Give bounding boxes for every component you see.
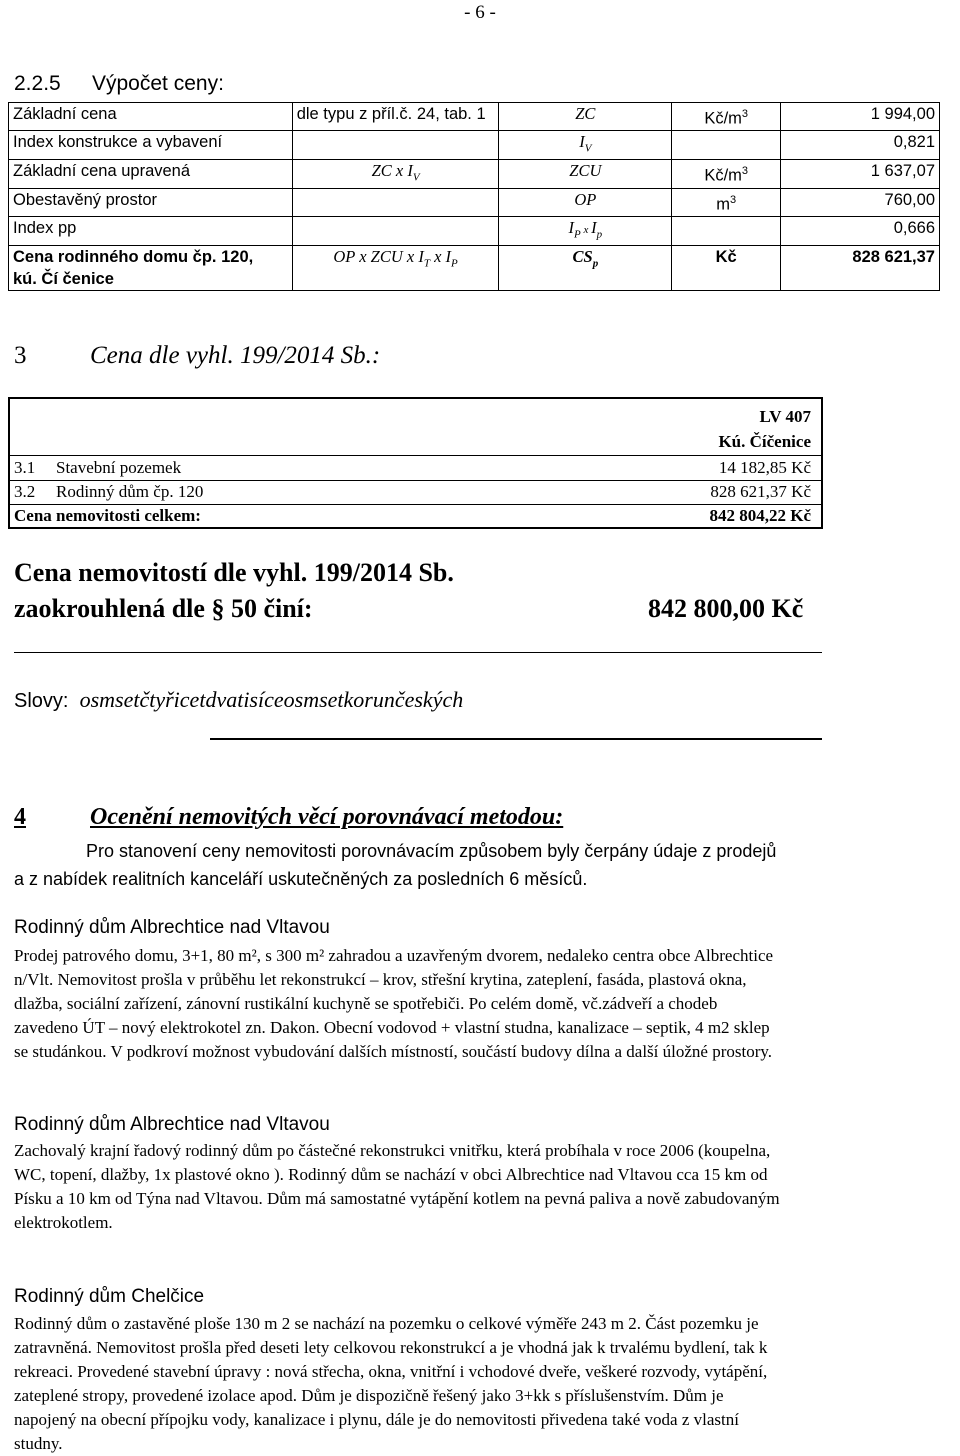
lv-header-row [10, 430, 821, 454]
listing-description [14, 944, 944, 1064]
lv-cadastral-area: Kú. Číčenice [718, 432, 811, 451]
listing-line: zavedeno ÚT – nový elektrokotel zn. Dakon. Obecní vodovod + vlastní studna, kanalizace – septik, 4 m2 sklep [14, 1018, 770, 1037]
section-225-number: 2.2.5 [14, 72, 61, 95]
row-number: 3.2 [14, 482, 36, 501]
listing-line: dlažba, sociální zařízení, zánovní rustikální kuchyně se spotřebiči. Po celém domě, vč.zádveří a chodeb [14, 994, 718, 1013]
listing-description [14, 1312, 944, 1456]
listing-line: Prodej patrového domu, 3+1, 80 m², s 300 m² zahradou a uzavřeným dvorem, nedaleko centra obce Albrechtice [14, 946, 774, 965]
row-symbol: OP [499, 189, 672, 217]
row-value: 760,00 [781, 189, 940, 217]
section-4-intro [14, 837, 954, 893]
row-value: 0,821 [781, 130, 940, 159]
listing-line: elektrokotlem. [14, 1213, 113, 1232]
listing-line: rekreaci. Provedené stavební úpravy : nová střecha, okna, vnitřní i vchodové dveře, veškeré rozvody, vytápění, [14, 1362, 768, 1381]
intro-line: a z nabídek realitních kanceláří uskutečněných za posledních 6 měsíců. [14, 869, 588, 889]
words-label: Slovy: [14, 690, 69, 712]
row-value: 1 994,00 [781, 103, 940, 131]
row-formula [292, 216, 499, 245]
divider [14, 652, 822, 653]
listing-line: n/Vlt. Nemovitost prošla v průběhu let rekonstrukcí – krov, střešní krytina, zateplení, fasáda, plastová okna, [14, 970, 747, 989]
listing-line: Rodinný dům o zastavěné ploše 130 m 2 se nachází na pozemku o celkové výměře 243 m 2. Část pozemku je [14, 1314, 759, 1333]
row-unit: $Kč/m^3$ [672, 103, 781, 131]
listing-line: se studánkou. V podkroví možnost vybudování dalších místností, součástí budovy dílna a další úložné prostory. [14, 1042, 773, 1061]
row-value: 828 621,37 [710, 482, 787, 501]
row-label: Základní cena [9, 103, 293, 131]
total-row [10, 504, 821, 528]
listing-description [14, 1139, 944, 1235]
table-row [9, 103, 940, 131]
listing-line: studny. [14, 1434, 63, 1453]
listing-line: Písku a 10 km od Týna nad Vltavou. Dům má samostatné vytápění kotlem na pevná paliva a nově zabudovaným [14, 1189, 780, 1208]
words-text: osmsetčtyřicetdvatisíceosmsetkorunčeských [79, 687, 464, 712]
table-row [9, 159, 940, 188]
row-label: Index pp [9, 216, 293, 245]
row-formula [292, 130, 499, 159]
row-number: 3.1 [14, 458, 36, 477]
row-symbol: $I_V$ [499, 130, 672, 159]
table-row [10, 480, 821, 504]
row-formula: ZC x $I_V$ [292, 159, 499, 188]
listing-line: WC, topení, dlažby, 1x plastové okno ). Rodinný dům se nachází v obci Albrechtice nad Vltavou cca 15 km od [14, 1165, 768, 1184]
row-label: Rodinný dům čp. 120 [56, 482, 204, 501]
row-unit: Kč [672, 245, 781, 290]
rounded-price-value: 842 800,00 Kč [648, 594, 804, 623]
row-formula: dle typu z příl.č. 24, tab. 1 [292, 103, 499, 131]
row-label: Obestavěný prostor [9, 189, 293, 217]
table-row [9, 130, 940, 159]
row-symbol: $I_P$ x $I_p$ [499, 216, 672, 245]
total-label: Cena nemovitosti celkem: [14, 506, 201, 525]
row-unit: $m^3$ [672, 189, 781, 217]
row-value: 14 182,85 [718, 458, 787, 477]
divider [210, 738, 822, 740]
row-unit [672, 130, 781, 159]
row-unit: Kč [791, 458, 811, 477]
row-symbol: $CS_p$ [499, 245, 672, 290]
lv-header-row [10, 405, 821, 429]
listing-heading: Rodinný dům Albrechtice nad Vltavou [14, 917, 330, 938]
rounded-price-line2: zaokrouhlená dle § 50 činí: [14, 594, 313, 623]
row-formula [292, 189, 499, 217]
intro-line: Pro stanovení ceny nemovitosti porovnávacím způsobem byly čerpány údaje z prodejů [86, 841, 777, 861]
listing-line: napojený na obecní přípojku vody, kanalizace i plynu, dále je do nemovitosti přivedena také voda z vlastní [14, 1410, 739, 1429]
listing-heading: Rodinný dům Albrechtice nad Vltavou [14, 1114, 330, 1135]
rounded-price-line1: Cena nemovitostí dle vyhl. 199/2014 Sb. [14, 558, 454, 587]
row-value: 828 621,37 [781, 245, 940, 290]
lv-number: LV 407 [759, 407, 811, 426]
total-unit: Kč [790, 506, 811, 525]
row-label: Cena rodinného domu čp. 120, kú. Čí čenice [9, 245, 293, 290]
total-value: 842 804,22 [709, 506, 786, 525]
table-row [9, 245, 940, 290]
section-4-title: Ocenění nemovitých věcí porovnávací metodou: [90, 804, 564, 830]
section-4-heading [14, 804, 563, 831]
section-4-number: 4 [14, 804, 26, 830]
amount-in-words [14, 687, 463, 713]
listing-heading: Rodinný dům Chelčice [14, 1286, 205, 1307]
section-225-heading [14, 72, 224, 96]
listing-line: Zachovalý krajní řadový rodinný dům po částečné rekonstrukci vnitřku, která probíhala v roce 2006 (koupelna, [14, 1141, 771, 1160]
row-symbol: ZC [499, 103, 672, 131]
row-label: Stavební pozemek [56, 458, 182, 477]
listing-line: zatravněná. Nemovitost prošla před deseti lety celkovou rekonstrukcí a je vhodná jak k trvalému bydlení, tak k [14, 1338, 768, 1357]
table-row [9, 189, 940, 217]
listing-line: zateplené stropy, provedené izolace apod. Dům je dispozičně řešený jako 3+kk s příslušenstvím. Dům je [14, 1386, 724, 1405]
row-symbol: ZCU [499, 159, 672, 188]
row-unit [672, 216, 781, 245]
table-row [10, 456, 821, 480]
table-row [9, 216, 940, 245]
row-value: 0,666 [781, 216, 940, 245]
page-number: - 6 - [464, 2, 496, 23]
section-225-title: Výpočet ceny: [92, 72, 224, 95]
row-unit: $Kč/m^3$ [672, 159, 781, 188]
section-3-number: 3 [14, 342, 27, 369]
row-unit: Kč [791, 482, 811, 501]
row-formula: OP x ZCU x $I_T$ x $I_P$ [292, 245, 499, 290]
row-label: Index konstrukce a vybavení [9, 130, 293, 159]
price-calculation-table [8, 102, 940, 291]
section-3-heading [14, 342, 380, 370]
section-3-title: Cena dle vyhl. 199/2014 Sb.: [90, 342, 381, 369]
lv-summary-table [8, 397, 823, 529]
row-value: 1 637,07 [781, 159, 940, 188]
row-label: Základní cena upravená [9, 159, 293, 188]
